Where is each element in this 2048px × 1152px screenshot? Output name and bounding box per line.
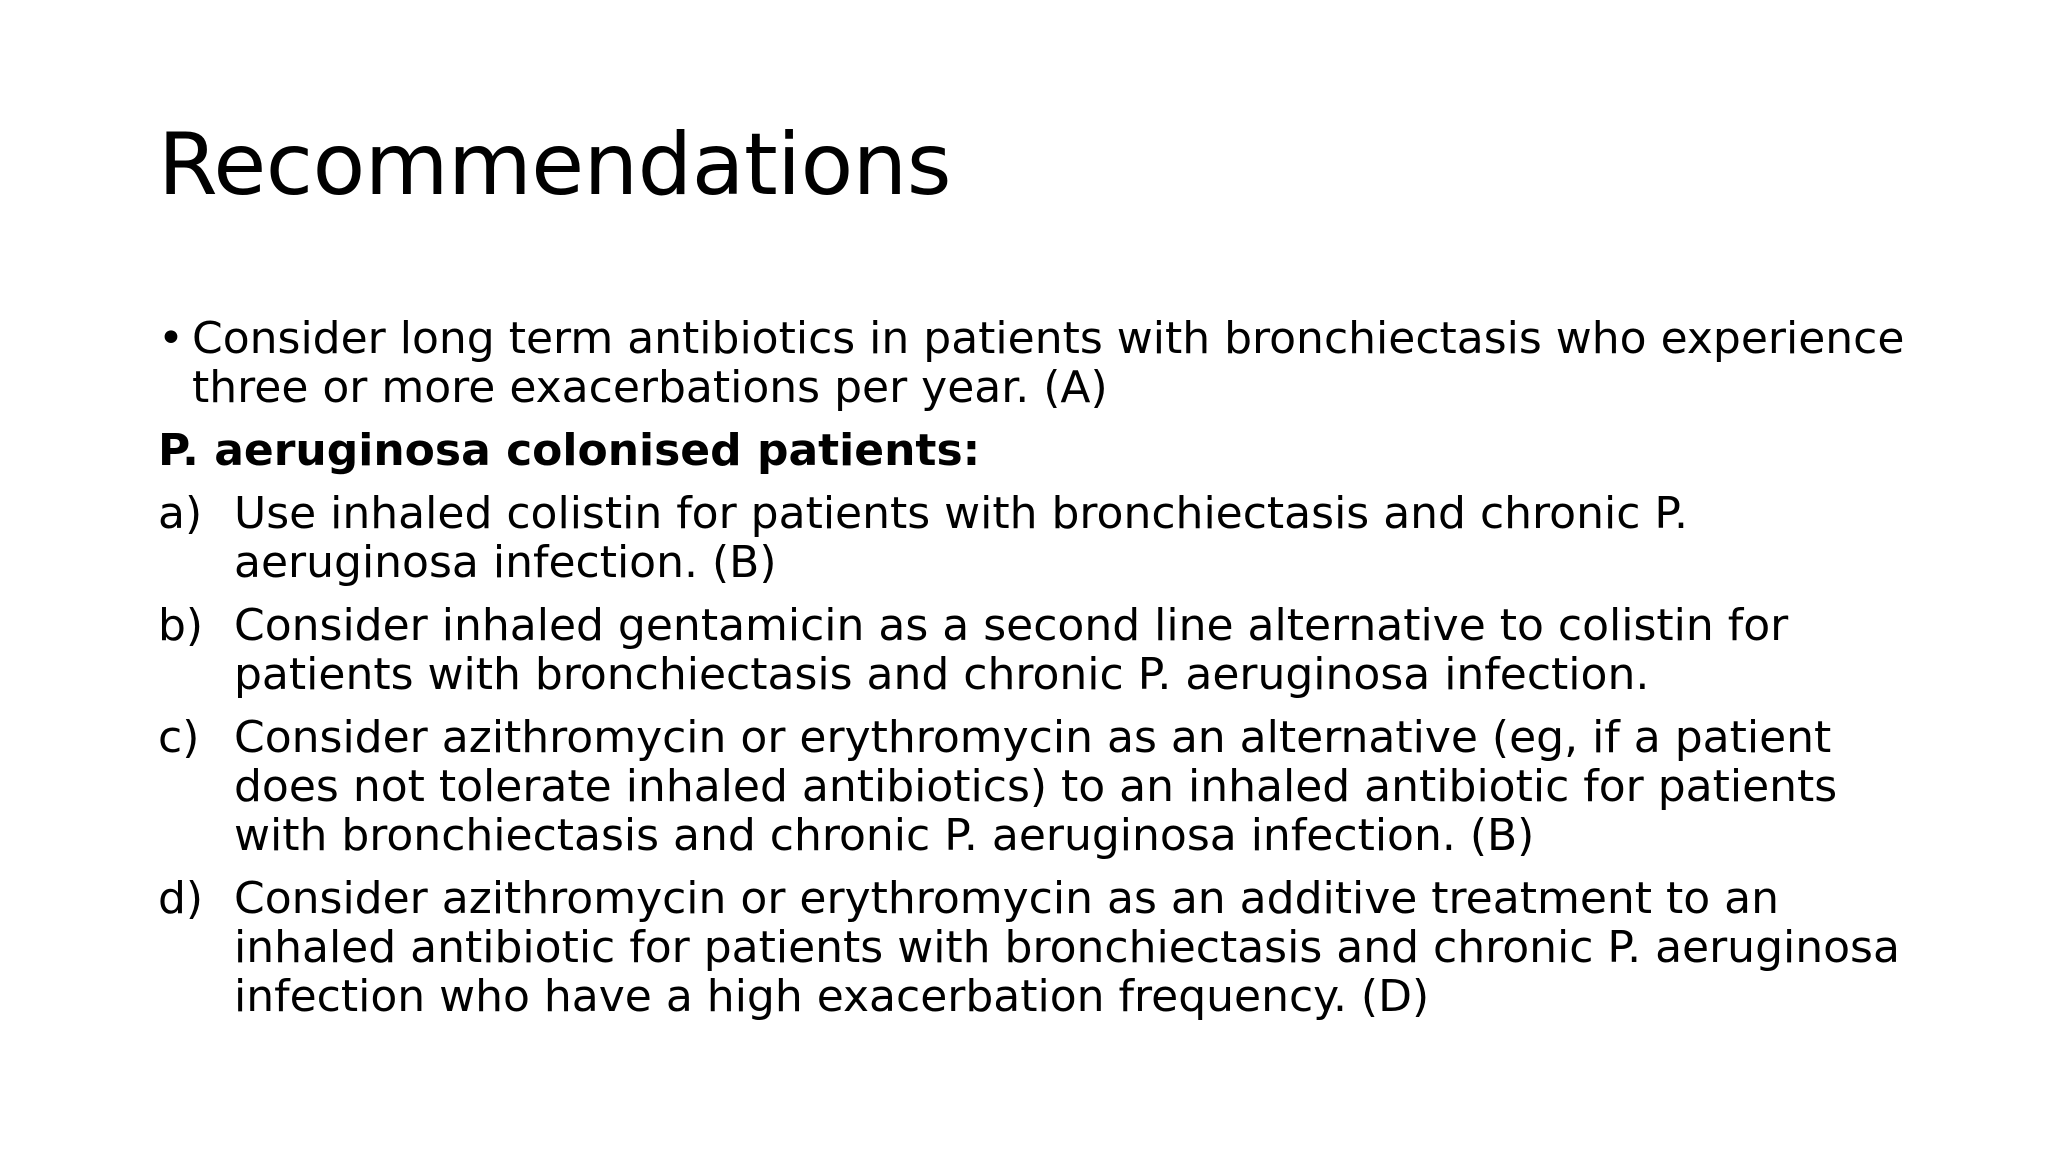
bullet-item — [158, 314, 1918, 412]
bullet-marker: • — [158, 313, 184, 364]
list-marker: c) — [158, 712, 200, 763]
list-item-a — [158, 489, 1918, 587]
bullet-text: Consider long term antibiotics in patients with bronchiectasis who experience three or more exacerbations per year. (A) — [192, 313, 1905, 413]
list-item-text: Use inhaled colistin for patients with bronchiectasis and chronic P. aeruginosa infection. (B) — [234, 488, 1689, 588]
list-item-text: Consider azithromycin or erythromycin as an alternative (eg, if a patient does not tolerate inhaled antibiotics) to an inhaled antibiotic for patients with bronchiectasis and chronic P. aeruginosa infection. (B) — [234, 712, 1838, 861]
slide-body — [158, 314, 1918, 1035]
list-item-d — [158, 874, 1918, 1021]
list-marker: a) — [158, 488, 203, 539]
section-subheading: P. aeruginosa colonised patients: — [158, 425, 981, 476]
list-marker: d) — [158, 873, 204, 924]
slide-title: Recommendations — [158, 115, 951, 215]
list-item-text: Consider azithromycin or erythromycin as an additive treatment to an inhaled antibiotic for patients with bronchiectasis and chronic P. aeruginosa infection who have a high exacerbation frequency. (D) — [234, 873, 1900, 1022]
list-item-b — [158, 601, 1918, 699]
list-marker: b) — [158, 600, 204, 651]
list-item-text: Consider inhaled gentamicin as a second line alternative to colistin for patients with bronchiectasis and chronic P. aeruginosa infection. — [234, 600, 1789, 700]
list-item-c — [158, 713, 1918, 860]
